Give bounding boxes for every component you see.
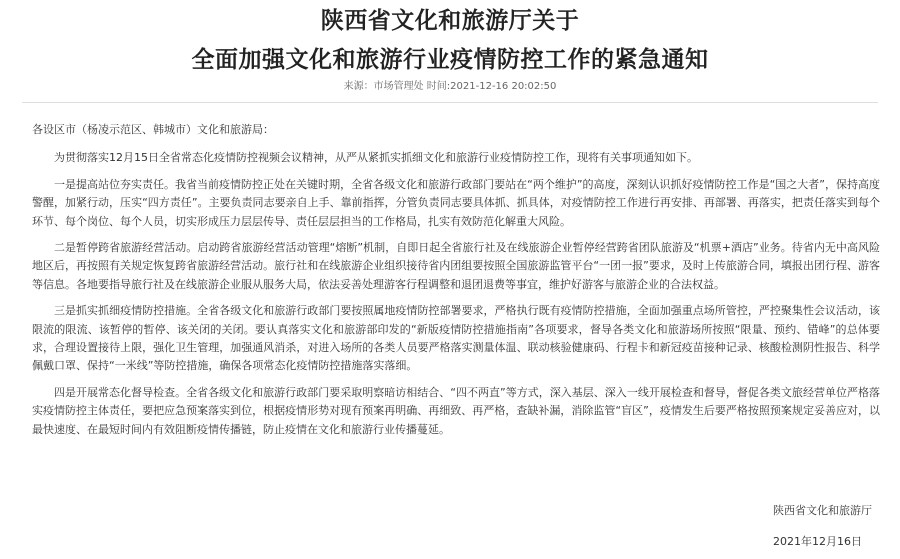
header-divider <box>22 102 878 103</box>
paragraph-4: 四是开展常态化督导检查。全省各级文化和旅游行政部门要采取明察暗访相结合、“四不两直”等方式，深入基层、深入一线开展检查和督导，督促各类文旅经营单位严格落实疫情防控主体责任，要把应急预案落实到位，根据疫情形势对现有预案再明确、再细致、再严格，查缺补漏，消除监管“盲区”，疫情发生后要严格按照预案规定妥善应对，以最快速度、在最短时间内有效阻断疫情传播链，防止疫情在文化和旅游行业传播蔓延。 <box>32 385 880 436</box>
salutation: 各设区市（杨凌示范区、韩城市）文化和旅游局： <box>32 123 274 136</box>
signature: 陕西省文化和旅游厅 <box>773 504 872 517</box>
title-line-2: 全面加强文化和旅游行业疫情防控工作的紧急通知 <box>191 47 709 73</box>
paragraph-3: 三是抓实抓细疫情防控措施。全省各级文化和旅游行政部门要按照属地疫情防控部署要求，严格执行既有疫情防控措施，全面加强重点场所管控，严控聚集性会议活动，该限流的限流、该暂停的暂停、该关闭的关闭。要认真落实文化和旅游部印发的“新版疫情防控措施指南”各项要求，督导各类文化和旅游场所按照“限量、预约、错峰”的总体要求，合理设置接待上限，强化卫生管理，加强通风消杀，对进入场所的各类人员要严格落实测量体温、联动核验健康码、行程卡和新冠疫苗接种记录、核酸检测阴性报告、科学佩戴口罩、保持“一米线”等防控措施，确保各项常态化疫情防控措施落实落细。 <box>32 304 880 373</box>
intro-paragraph: 为贯彻落实12月15日全省常态化疫情防控视频会议精神，从严从紧抓实抓细文化和旅游行业疫情防控工作，现将有关事项通知如下。 <box>54 151 698 165</box>
issue-date: 2021年12月16日 <box>773 535 862 548</box>
notice-body <box>32 121 880 447</box>
paragraph-1: 一是提高站位夯实责任。我省当前疫情防控正处在关键时期，全省各级文化和旅游行政部门要站在“两个维护”的高度，深刻认识抓好疫情防控工作是“国之大者”，保持高度警醒，加紧行动，压实“四方责任”。主要负责同志要亲自上手、靠前指挥，分管负责同志要具体抓、抓具体，对疫情防控工作进行再安排、再部署、再落实，把责任落实到每个环节、每个岗位、每个人员，切实形成压力层层传导、责任层层担当的工作格局，扎实有效防范化解重大风险。 <box>32 177 880 228</box>
paragraph-2: 二是暂停跨省旅游经营活动。启动跨省旅游经营活动管理“熔断”机制，自即日起全省旅行社及在线旅游企业暂停经营跨省团队旅游及“机票+酒店”业务。待省内无中高风险地区后，再按照有关规定恢复跨省旅游经营活动。旅行社和在线旅游企业组织接待省内团组要按照全国旅游监管平台“一团一报”要求，及时上传旅游合同，填报出团行程、游客等信息。各地要指导旅行社及在线旅游企业服从服务大局，依法妥善处理游客行程调整和退团退费等事宜，维护好游客与旅游企业的合法权益。 <box>32 241 880 291</box>
title-line-1: 陕西省文化和旅游厅关于 <box>320 8 580 34</box>
source-meta: 来源：市场管理处 时间:2021-12-16 20:02:50 <box>343 81 557 92</box>
